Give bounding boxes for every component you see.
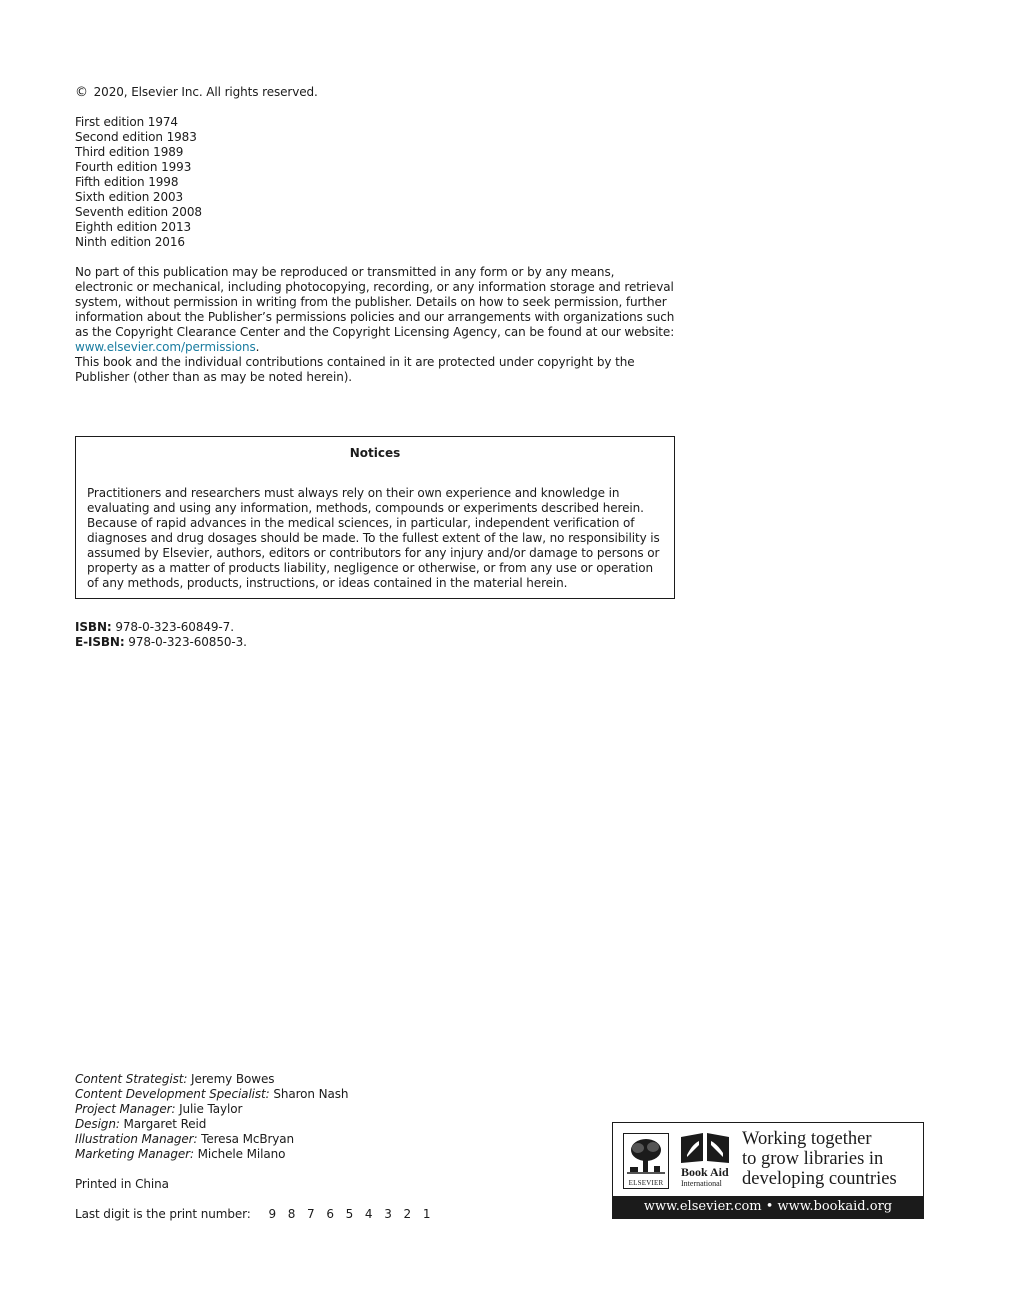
credit-line: [75, 1102, 675, 1117]
credit-name: Sharon Nash: [273, 1087, 349, 1101]
credit-role: Design:: [75, 1117, 120, 1131]
edition-line: Sixth edition 2003: [75, 190, 184, 204]
permissions-paragraph: [75, 265, 675, 355]
bookaid-slogan: [742, 1129, 922, 1189]
credit-line: [75, 1087, 675, 1102]
notices-box: [75, 436, 675, 599]
bookaid-urls: www.elsevier.com • www.bookaid.org: [613, 1196, 923, 1218]
print-number-label: Last digit is the print number:: [75, 1207, 251, 1221]
credit-role: Content Development Specialist:: [75, 1087, 270, 1101]
edition-line: Second edition 1983: [75, 130, 197, 144]
print-digit: 8: [287, 1207, 296, 1221]
slogan-line: developing countries: [742, 1169, 897, 1189]
print-number-line: [75, 1207, 675, 1222]
credit-line: [75, 1072, 675, 1087]
permissions-text: No part of this publication may be reproduced or transmitted in any form or by any means, electronic or mechanical, including photocopying, recording, or any information storage and retrieval system, without permission in writing from the publisher. Details on how to seek permission, further information about the Publisher’s permissions policies and our arrangements with organizations such as the Copyright Clearance Center and the Copyright Licensing Agency, can be found at our website:: [75, 265, 675, 339]
isbn-line: [75, 620, 675, 635]
eisbn-line: [75, 635, 675, 650]
print-digit: 1: [422, 1207, 431, 1221]
credit-line: [75, 1147, 675, 1162]
slogan-line: to grow libraries in: [742, 1149, 884, 1169]
print-digit: 7: [307, 1207, 315, 1221]
edition-line: Fourth edition 1993: [75, 160, 192, 174]
copyright-text: 2020, Elsevier Inc. All rights reserved.: [93, 85, 318, 99]
isbn-label: ISBN:: [75, 620, 112, 634]
eisbn-value: 978-0-323-60850-3.: [128, 635, 247, 649]
print-digit: 9: [268, 1207, 276, 1221]
credit-name: Julie Taylor: [179, 1102, 243, 1116]
credit-role: Project Manager:: [75, 1102, 176, 1116]
bookaid-banner: [612, 1122, 924, 1219]
edition-line: First edition 1974: [75, 115, 178, 129]
eisbn-label: E-ISBN:: [75, 635, 125, 649]
credit-role: Illustration Manager:: [75, 1132, 198, 1146]
permissions-link[interactable]: www.elsevier.com/permissions: [75, 340, 256, 354]
permissions-period: .: [255, 340, 260, 354]
credit-role: Content Strategist:: [75, 1072, 188, 1086]
copyright-line: [75, 85, 675, 100]
credit-line: [75, 1117, 675, 1132]
credit-name: Jeremy Bowes: [191, 1072, 275, 1086]
print-digit: 6: [326, 1207, 334, 1221]
protection-paragraph: This book and the individual contributions contained in it are protected under copyright by the Publisher (other than as may be noted herein).: [75, 355, 635, 384]
print-digit: 5: [345, 1207, 354, 1221]
isbn-block: [75, 620, 675, 650]
printed-in: Printed in China: [75, 1177, 169, 1191]
tree-icon: [624, 1134, 668, 1178]
elsevier-wordmark: ELSEVIER: [628, 1179, 664, 1187]
credit-role: Marketing Manager:: [75, 1147, 194, 1161]
notices-title: Notices: [349, 446, 401, 460]
edition-line: Seventh edition 2008: [75, 205, 202, 219]
elsevier-tree-logo: [623, 1133, 669, 1189]
print-digit: 3: [384, 1207, 392, 1221]
edition-line: Fifth edition 1998: [75, 175, 179, 189]
credit-name: Teresa McBryan: [201, 1132, 295, 1146]
credits-block: [75, 1072, 675, 1162]
slogan-line: Working together: [742, 1129, 872, 1149]
copyright-symbol: ©: [75, 85, 88, 100]
notices-body: Practitioners and researchers must always rely on their own experience and knowledge in evaluating and using any information, methods, compounds or experiments described herein. Because of rapid advances in the medical sciences, in particular, independent verification of diagnoses and drug dosages should be made. To the fullest extent of the law, no responsibility is assumed by Elsevier, authors, editors or contributors for any injury and/or damage to persons or property as a matter of products liability, negligence or otherwise, or from any use or operation of any methods, products, instructions, or ideas contained in the material herein.: [87, 486, 660, 590]
open-book-hands-icon: [679, 1131, 731, 1165]
print-number-digits: [268, 1207, 442, 1221]
bookaid-logo: [679, 1131, 735, 1191]
credit-name: Michele Milano: [197, 1147, 286, 1161]
edition-line: Eighth edition 2013: [75, 220, 192, 234]
bookaid-sub: International: [681, 1179, 722, 1188]
edition-line: Third edition 1989: [75, 145, 184, 159]
bookaid-name: Book Aid: [681, 1165, 729, 1179]
print-digit: 2: [403, 1207, 412, 1221]
credit-line: [75, 1132, 675, 1147]
edition-history: [75, 115, 675, 250]
credit-name: Margaret Reid: [123, 1117, 207, 1131]
print-digit: 4: [364, 1207, 373, 1221]
isbn-value: 978-0-323-60849-7.: [115, 620, 234, 634]
edition-line: Ninth edition 2016: [75, 235, 185, 249]
